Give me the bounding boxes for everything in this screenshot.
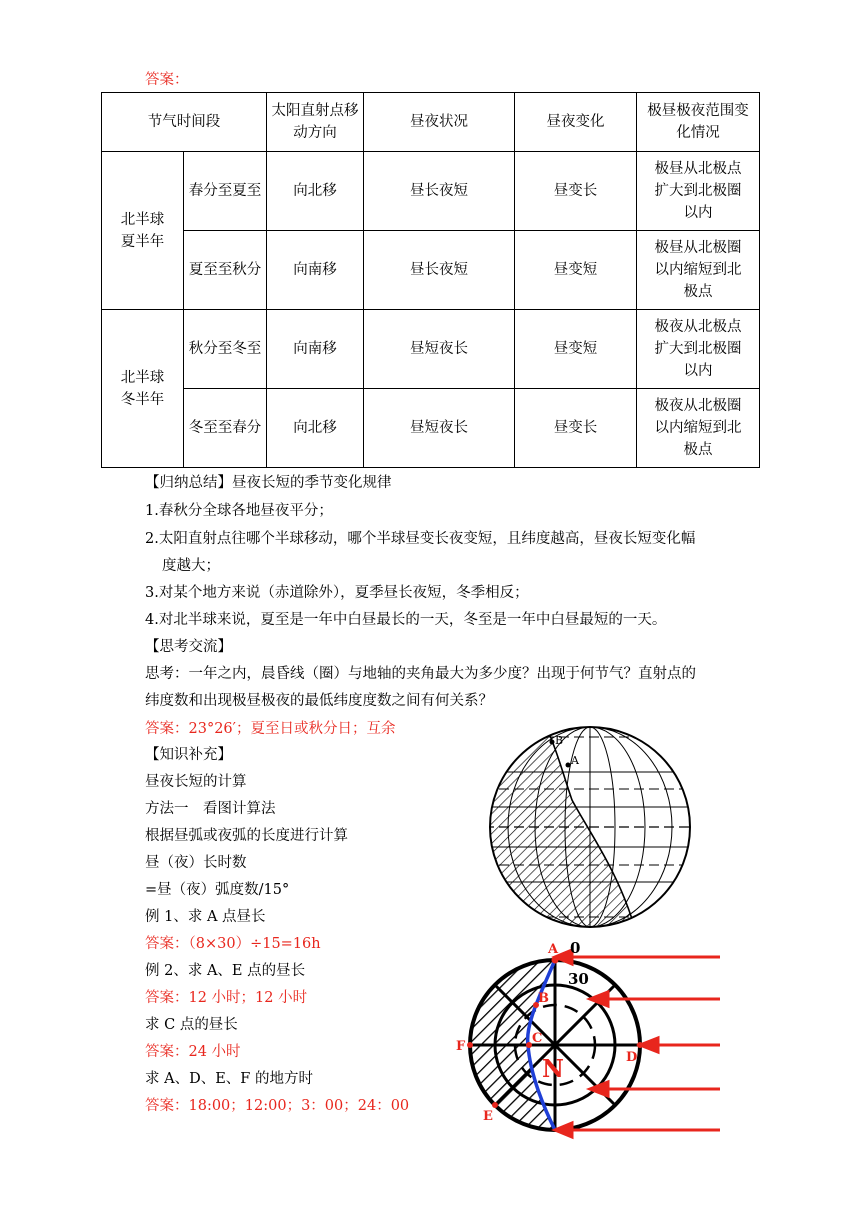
cell-status: 昼长夜短 xyxy=(364,231,515,310)
table-row xyxy=(102,389,760,468)
supplement-method: 方法一 看图计算法 xyxy=(145,801,276,817)
example-3-answer: 答案：24 小时 xyxy=(145,1044,241,1060)
think-question-2: 纬度数和出现极昼极夜的最低纬度度数之间有何关系？ xyxy=(145,693,493,709)
cell-direction: 向北移 xyxy=(267,152,364,231)
polar-label-f: F xyxy=(456,1039,466,1054)
globe-label-b: B xyxy=(555,734,564,747)
cell-period: 秋分至冬至 xyxy=(184,310,267,389)
summary-item-1: 1.春秋分全球各地昼夜平分； xyxy=(145,503,333,519)
cell-status: 昼长夜短 xyxy=(364,152,515,231)
seasons-table xyxy=(101,92,760,468)
polar-label-a: A xyxy=(548,942,559,957)
header-status: 昼夜状况 xyxy=(364,93,515,152)
globe-label-a: A xyxy=(571,754,579,767)
cell-period: 夏至至秋分 xyxy=(184,231,267,310)
polar-label-30: 30 xyxy=(568,970,589,988)
cell-polar: 极昼从北极圈以内缩短到北极点 xyxy=(637,231,760,310)
answer-label: 答案： xyxy=(145,72,189,88)
cell-polar: 极夜从北极点扩大到北极圈以内 xyxy=(637,310,760,389)
cell-period: 春分至夏至 xyxy=(184,152,267,231)
think-title: 【思考交流】 xyxy=(145,639,232,655)
summary-item-2a: 2.太阳直射点往哪个半球移动，哪个半球昼变长夜变短，且纬度越高，昼夜长短变化幅 xyxy=(145,531,696,547)
header-period: 节气时间段 xyxy=(102,93,267,152)
supplement-formula-1: 昼（夜）长时数 xyxy=(145,855,247,871)
example-4-answer: 答案：18:00；12:00；3：00；24：00 xyxy=(145,1098,410,1114)
cell-direction: 向北移 xyxy=(267,389,364,468)
cell-change: 昼变短 xyxy=(515,231,637,310)
polar-label-0: 0 xyxy=(570,939,581,957)
example-3: 求 C 点的昼长 xyxy=(145,1017,238,1033)
polar-label-c: C xyxy=(532,1031,543,1046)
example-2: 例 2、求 A、E 点的昼长 xyxy=(145,963,306,979)
example-1-answer: 答案：（8×30）÷15=16h xyxy=(145,936,321,952)
polar-label-d: D xyxy=(626,1050,638,1065)
think-answer: 答案：23°26′；夏至日或秋分日；互余 xyxy=(145,721,396,737)
supplement-title: 【知识补充】 xyxy=(145,747,232,763)
cell-polar: 极昼从北极点扩大到北极圈以内 xyxy=(637,152,760,231)
cell-direction: 向南移 xyxy=(267,231,364,310)
summary-title: 【归纳总结】昼夜长短的季节变化规律 xyxy=(145,475,392,491)
table-header-row xyxy=(102,93,760,152)
header-direction: 太阳直射点移动方向 xyxy=(267,93,364,152)
cell-change: 昼变长 xyxy=(515,152,637,231)
supplement-subtitle: 昼夜长短的计算 xyxy=(145,774,247,790)
cell-change: 昼变短 xyxy=(515,310,637,389)
summary-item-3: 3.对某个地方来说（赤道除外），夏季昼长夜短，冬季相反； xyxy=(145,585,529,601)
globe-terminator-figure xyxy=(484,722,696,932)
header-polar: 极昼极夜范围变化情况 xyxy=(637,93,760,152)
think-question-1: 思考：一年之内，晨昏线（圈）与地轴的夹角最大为多少度？出现于何节气？直射点的 xyxy=(145,666,696,682)
cell-change: 昼变长 xyxy=(515,389,637,468)
example-1: 例 1、求 A 点昼长 xyxy=(145,909,266,925)
group-summer: 北半球夏半年 xyxy=(102,152,184,310)
summary-item-2b: 度越大； xyxy=(162,558,220,574)
cell-direction: 向南移 xyxy=(267,310,364,389)
example-2-answer: 答案：12 小时；12 小时 xyxy=(145,990,308,1006)
table-row xyxy=(102,152,760,231)
supplement-formula-2: =昼（夜）弧度数/15° xyxy=(145,882,290,898)
example-4: 求 A、D、E、F 的地方时 xyxy=(145,1071,313,1087)
polar-label-e: E xyxy=(483,1109,493,1124)
cell-status: 昼短夜长 xyxy=(364,310,515,389)
summary-item-4: 4.对北半球来说，夏至是一年中白昼最长的一天，冬至是一年中白昼最短的一天。 xyxy=(145,612,667,628)
cell-polar: 极夜从北极圈以内缩短到北极点 xyxy=(637,389,760,468)
polar-label-b: B xyxy=(538,991,549,1006)
header-change: 昼夜变化 xyxy=(515,93,637,152)
table-row xyxy=(102,231,760,310)
cell-period: 冬至至春分 xyxy=(184,389,267,468)
group-winter: 北半球冬半年 xyxy=(102,310,184,468)
polar-label-n: N xyxy=(542,1054,564,1083)
table-row xyxy=(102,310,760,389)
cell-status: 昼短夜长 xyxy=(364,389,515,468)
polar-view-figure xyxy=(450,935,725,1140)
supplement-desc: 根据昼弧或夜弧的长度进行计算 xyxy=(145,828,348,844)
